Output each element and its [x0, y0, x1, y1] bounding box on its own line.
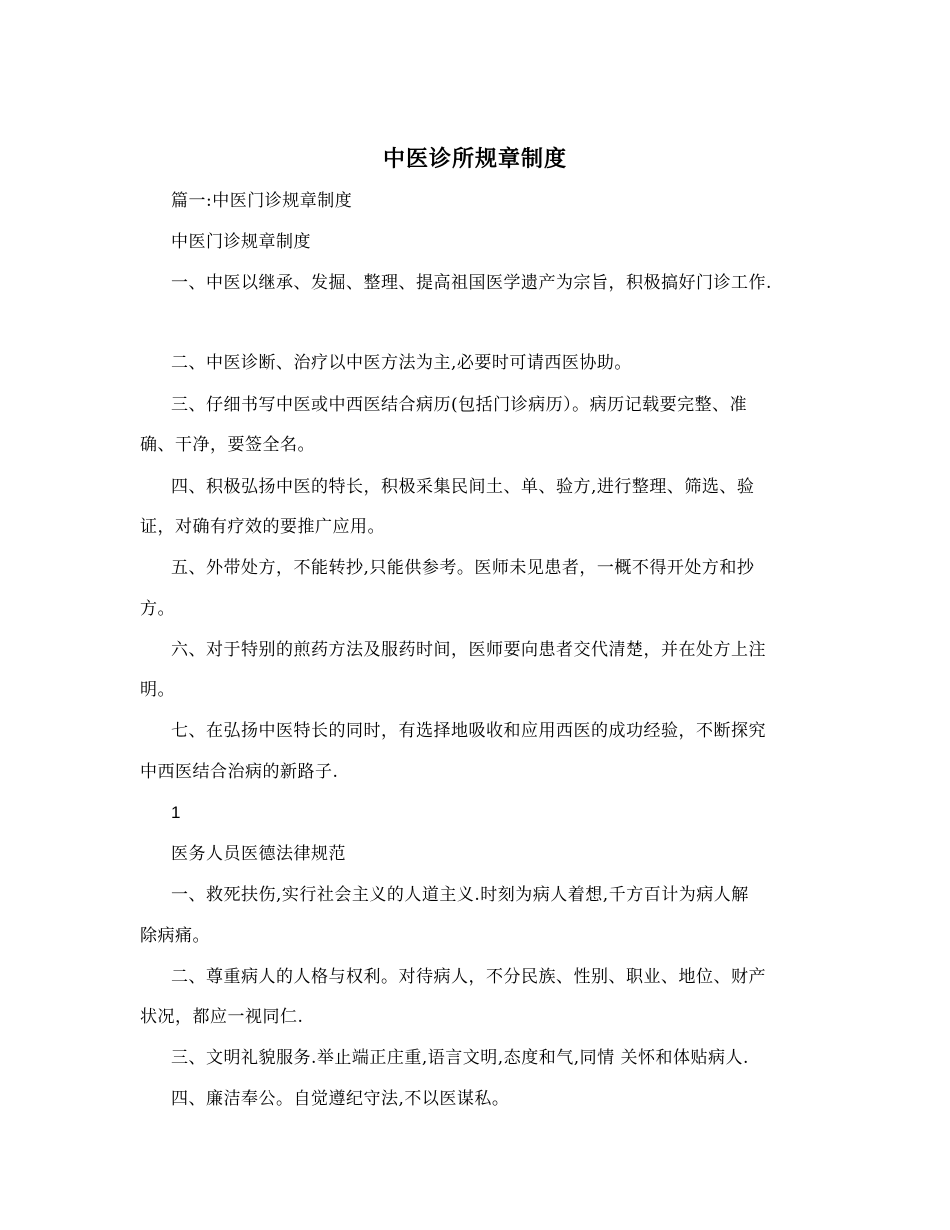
paragraph-line: 七、在弘扬中医特长的同时，有选择地吸收和应用西医的成功经验，不断探究 [171, 721, 766, 741]
chapter-heading: 篇一:中医门诊规章制度 [171, 191, 353, 211]
paragraph-line: 三、仔细书写中医或中西医结合病历(包括门诊病历）。病历记载要完整、准 [171, 395, 748, 415]
document-title: 中医诊所规章制度 [382, 146, 567, 172]
paragraph-line: 二、中医诊断、治疗以中医方法为主,必要时可请西医协助。 [171, 353, 632, 373]
section-heading: 中医门诊规章制度 [171, 232, 311, 252]
paragraph-line: 确、干净，要签全名。 [140, 435, 315, 455]
paragraph-line: 六、对于特别的煎药方法及服药时间，医师要向患者交代清楚，并在处方上注 [171, 640, 766, 660]
paragraph-line: 一、救死扶伤,实行社会主义的人道主义.时刻为病人着想,千方百计为病人解 [171, 885, 749, 905]
paragraph-line: 三、文明礼貌服务.举止端正庄重,语言文明,态度和气,同情 关怀和体贴病人. [171, 1048, 749, 1068]
paragraph-line: 二、尊重病人的人格与权利。对待病人，不分民族、性别、职业、地位、财产 [171, 967, 766, 987]
paragraph-line: 五、外带处方，不能转抄,只能供参考。医师未见患者，一概不得开处方和抄 [171, 558, 755, 578]
paragraph-line: 一、中医以继承、发掘、整理、提高祖国医学遗产为宗旨，积极搞好门诊工作. [171, 273, 772, 293]
paragraph-line: 方。 [140, 599, 175, 619]
page-number: 1 [171, 803, 181, 822]
paragraph-line: 明。 [140, 680, 175, 700]
paragraph-line: 四、积极弘扬中医的特长，积极采集民间土、单、验方,进行整理、筛选、验 [171, 477, 755, 497]
section-heading: 医务人员医德法律规范 [171, 844, 346, 864]
paragraph-line: 证，对确有疗效的要推广应用。 [140, 517, 385, 537]
paragraph-line: 中西医结合治病的新路子. [140, 762, 339, 782]
paragraph-line: 四、廉洁奉公。自觉遵纪守法,不以医谋私。 [171, 1089, 510, 1109]
paragraph-line: 除病痛。 [140, 926, 210, 946]
paragraph-line: 状况，都应一视同仁. [140, 1007, 304, 1027]
